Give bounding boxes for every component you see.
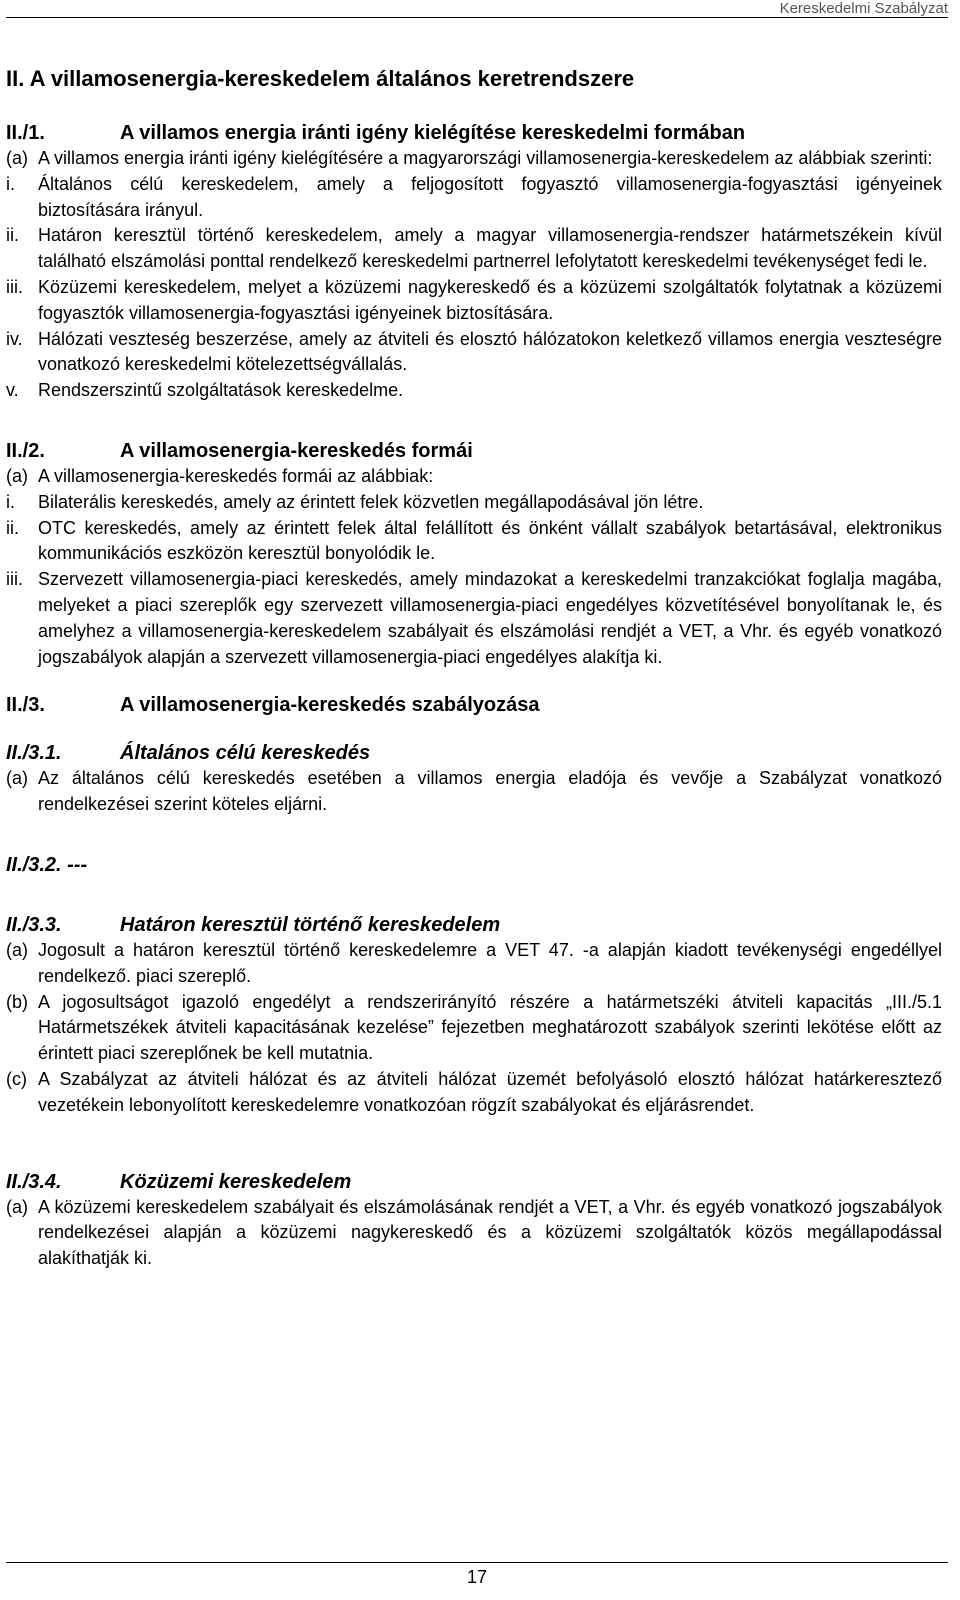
header-title: Kereskedelmi Szabályzat	[779, 0, 948, 17]
item-text: Jogosult a határon keresztül történő kereskedelemre a VET 47. -a alapján kiadott tevékenységi engedéllyel rendelkező. piaci szereplő.	[38, 939, 942, 986]
section-heading	[6, 120, 942, 146]
item-marker: iii.	[6, 569, 23, 590]
list-item	[6, 567, 942, 670]
section-title: Közüzemi kereskedelem	[120, 1170, 352, 1193]
item-marker: v.	[6, 380, 19, 401]
item-text: A közüzemi kereskedelem szabályait és elszámolásának rendjét a VET, a Vhr. és egyéb vonatkozó jogszabályok rendelkezései alapján a közüzemi nagykereskedő és a közüzemi szolgáltatók közös megállapodással alakíthatják ki.	[38, 1196, 942, 1269]
list-item	[6, 146, 942, 172]
list-item	[6, 223, 942, 275]
item-marker: (c)	[6, 1068, 27, 1089]
item-text: Szervezett villamosenergia-piaci kereskedés, amely mindazokat a kereskedelmi tranzakciókat foglalja magába, melyeket a piaci szereplők egy szervezett villamosenergia-piaci engedélyes közvetítésével bonyolítanak le, és amelyhez a villamosenergia-kereskedelem szabályait és elszámolási rendjét a VET, a Vhr. és egyéb vonatkozó jogszabályok alapján a szervezett villamosenergia-piaci engedélyes alakítja ki.	[38, 569, 942, 667]
item-marker: ii.	[6, 225, 19, 246]
item-marker: iv.	[6, 328, 23, 349]
item-marker: iii.	[6, 276, 23, 297]
item-marker: (a)	[6, 465, 28, 486]
section-number: II./3.4.	[6, 1170, 62, 1193]
page-number: 17	[466, 1567, 488, 1587]
item-text: Az általános célú kereskedés esetében a villamos energia eladója és vevője a Szabályzat vonatkozó rendelkezései szerint köteles eljárni.	[38, 768, 942, 815]
list-item	[6, 464, 942, 490]
list-item	[6, 990, 942, 1067]
item-text: Hálózati veszteség beszerzése, amely az átviteli és elosztó hálózatokon keletkező villamos energia veszteségre vonatkozó kereskedelmi kötelezettségvállalás.	[38, 328, 942, 375]
section-heading	[6, 692, 942, 718]
item-marker: (a)	[6, 148, 28, 168]
document-body	[6, 64, 942, 1272]
list-item	[6, 378, 942, 404]
item-text: Határon keresztül történő kereskedelem, amely a magyar villamosenergia-rendszer határmetszékein kívül található elszámolási ponttal rendelkező kereskedelmi partnerrel lefolytatott kereskedelmi tevékenységet fedi le.	[38, 225, 942, 272]
item-marker: (b)	[6, 991, 28, 1012]
section-number: II./2.	[6, 439, 45, 462]
item-marker: (a)	[6, 768, 28, 789]
section-number: II./3.2. ---	[6, 853, 88, 876]
section-title: A villamosenergia-kereskedés formái	[120, 439, 473, 462]
section-title: A villamosenergia-kereskedés szabályozása	[120, 694, 540, 717]
item-text: A jogosultságot igazoló engedélyt a rendszerirányító részére a határmetszéki átviteli kapacitás „III./5.1 Határmetszékek átviteli kapacitásának kezelése” fejezetben meghatározott szabályok szerinti lekötése előtt az érintett piaci szereplőnek be kell mutatnia.	[38, 991, 942, 1064]
subsection-heading	[6, 912, 942, 938]
item-text: OTC kereskedés, amely az érintett felek által felállított és önként vállalt szabályok betartásával, elektronikus kommunikációs eszközön keresztül bonyolódik le.	[38, 517, 942, 564]
section-heading	[6, 438, 942, 464]
list-item	[6, 327, 942, 379]
item-marker: i.	[6, 491, 15, 512]
subsection-heading	[6, 852, 942, 878]
page-footer	[6, 1562, 948, 1588]
list-item	[6, 516, 942, 568]
item-text: A villamosenergia-kereskedés formái az alábbiak:	[38, 465, 434, 486]
list-item	[6, 1067, 942, 1119]
chapter-title: II. A villamosenergia-kereskedelem általános keretrendszere	[6, 66, 635, 91]
subsection-heading	[6, 740, 942, 766]
list-item	[6, 938, 942, 990]
page-header	[6, 0, 948, 18]
list-item	[6, 490, 942, 516]
item-marker: ii.	[6, 517, 19, 538]
subsection-heading	[6, 1169, 942, 1195]
item-text: Rendszerszintű szolgáltatások kereskedelme.	[38, 380, 404, 401]
item-text: A villamos energia iránti igény kielégítésére a magyarországi villamosenergia-kereskedelem az alábbiak szerinti:	[38, 148, 933, 168]
item-marker: i.	[6, 173, 15, 194]
section-number: II./3.3.	[6, 913, 62, 936]
list-item	[6, 1195, 942, 1272]
item-marker: (a)	[6, 1196, 28, 1217]
item-marker: (a)	[6, 939, 28, 960]
list-item	[6, 766, 942, 818]
item-text: A Szabályzat az átviteli hálózat és az átviteli hálózat üzemét befolyásoló elosztó hálózat határkeresztező vezetékein lebonyolított kereskedelemre vonatkozóan rögzít szabályokat és eljárásrendet.	[38, 1068, 942, 1115]
section-title: A villamos energia iránti igény kielégítése kereskedelmi formában	[120, 122, 746, 144]
item-text: Közüzemi kereskedelem, melyet a közüzemi nagykereskedő és a közüzemi szolgáltatók folytatnak a közüzemi fogyasztók villamosenergia-fogyasztási igényeinek biztosítására.	[38, 276, 942, 323]
section-number: II./3.	[6, 694, 45, 717]
section-number: II./3.1.	[6, 742, 62, 765]
list-item	[6, 172, 942, 224]
list-item	[6, 275, 942, 327]
item-text: Általános célú kereskedelem, amely a feljogosított fogyasztó villamosenergia-fogyasztási igényeinek biztosítására irányul.	[38, 173, 942, 220]
section-title: Általános célú kereskedés	[120, 742, 371, 765]
section-title: Határon keresztül történő kereskedelem	[120, 913, 501, 936]
section-number: II./1.	[6, 122, 45, 144]
item-text: Bilaterális kereskedés, amely az érintett felek közvetlen megállapodásával jön létre.	[38, 491, 704, 512]
